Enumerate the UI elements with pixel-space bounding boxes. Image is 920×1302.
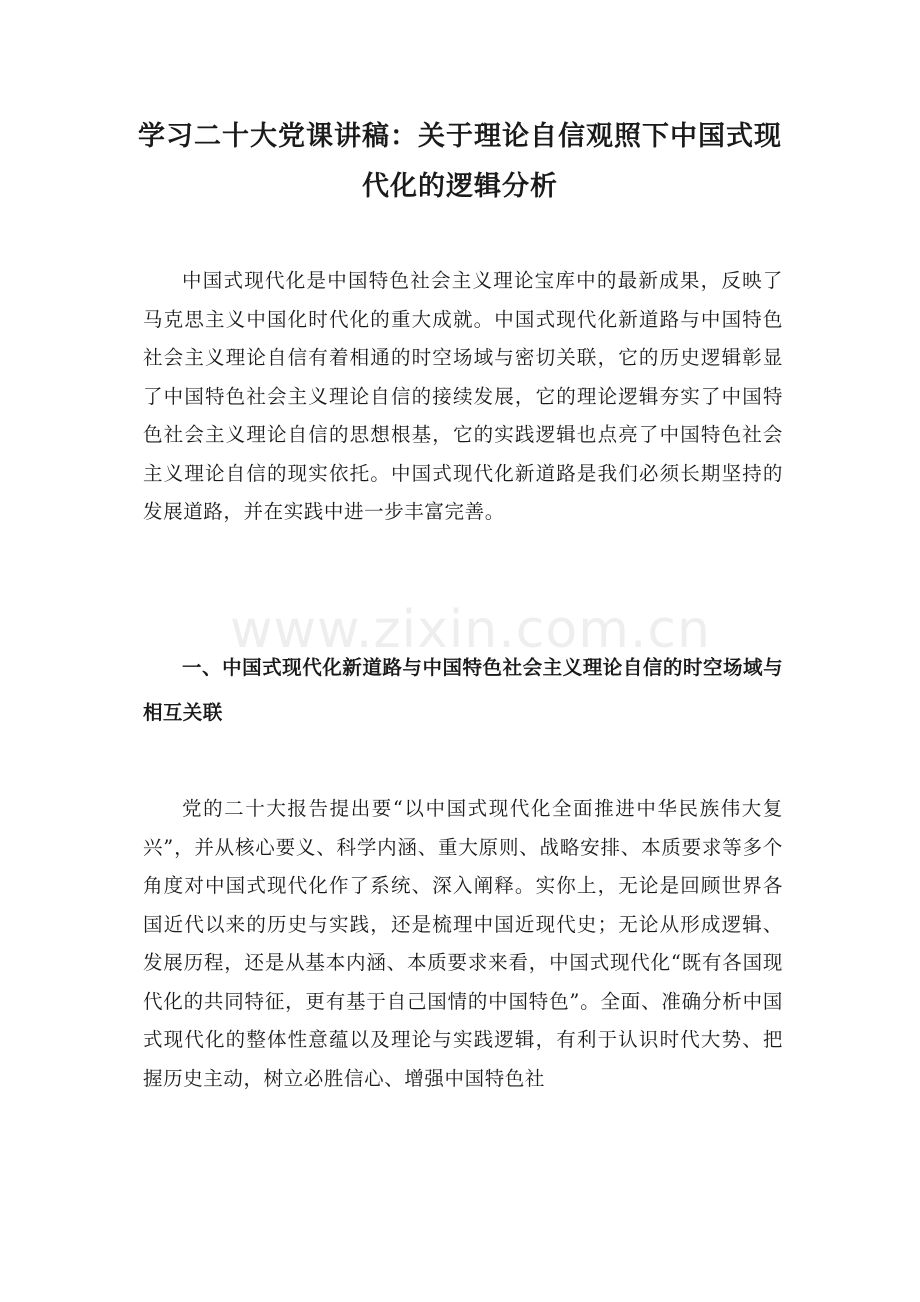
intro-paragraph: 中国式现代化是中国特色社会主义理论宝库中的最新成果，反映了马克思主义中国化时代化的重大成就。中国式现代化新道路与中国特色社会主义理论自信有着相通的时空场域与密切关联，它的历史逻辑彰显了中国特色社会主义理论自信的接续发展，它的理论逻辑夯实了中国特色社会主义理论自信的思想根基，它的实践逻辑也点亮了中国特色社会主义理论自信的现实依托。中国式现代化新道路是我们必须长期坚持的发展道路，并在实践中进一步丰富完善。 <box>143 269 783 523</box>
section-1-heading: 一、中国式现代化新道路与中国特色社会主义理论自信的时空场域与相互关联 <box>143 656 783 724</box>
watermark: www.zixin.com.cn <box>230 600 711 660</box>
section-1-paragraph: 党的二十大报告提出要“以中国式现代化全面推进中华民族伟大复兴”，并从核心要义、科学内涵、重大原则、战略安排、本质要求等多个角度对中国式现代化作了系统、深入阐释。实你上，无论是回顾世界各国近代以来的历史与实践，还是梳理中国近现代史；无论从形成逻辑、发展历程，还是从基本内涵、本质要求来看，中国式现代化“既有各国现代化的共同特征，更有基于自己国情的中国特色”。全面、准确分析中国式现代化的整体性意蕴以及理论与实践逻辑，有利于认识时代大势、把握历史主动，树立必胜信心、增强中国特色社 <box>143 797 783 1090</box>
document-title: 学习二十大党课讲稿：关于理论自信观照下中国式现代化的逻辑分析 <box>138 121 782 202</box>
